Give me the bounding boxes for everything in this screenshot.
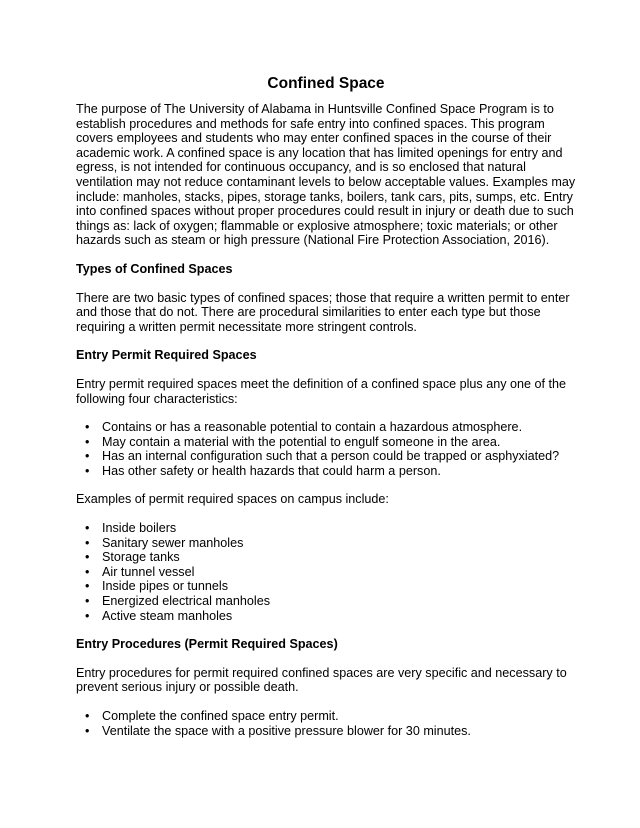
document-page [76, 75, 576, 752]
list-item: • Has an internal configuration such that a person could be trapped or asphyxiated? [76, 449, 576, 464]
permit-heading: Entry Permit Required Spaces [76, 348, 257, 363]
permit-paragraph: Entry permit required spaces meet the definition of a confined space plus any one of the following four characteristics: [76, 376, 567, 406]
examples-intro: Examples of permit required spaces on campus include: [76, 492, 389, 507]
list-item: • Has other safety or health hazards that could harm a person. [76, 464, 576, 479]
list-item: • Air tunnel vessel [76, 565, 576, 580]
list-item: • Inside boilers [76, 521, 576, 536]
procedures-heading: Entry Procedures (Permit Required Spaces) [76, 637, 338, 652]
list-item: • Contains or has a reasonable potential to contain a hazardous atmosphere. [76, 420, 576, 435]
characteristics-list [76, 420, 576, 478]
list-item: • Active steam manholes [76, 609, 576, 624]
examples-list [76, 521, 576, 623]
list-item: • Energized electrical manholes [76, 594, 576, 609]
procedures-list [76, 709, 576, 738]
list-item: • Inside pipes or tunnels [76, 579, 576, 594]
types-paragraph: There are two basic types of confined spaces; those that require a written permit to enter and those that do not. There are procedural similarities to enter each type but those requiring a written permit necessitate more stringent controls. [76, 290, 570, 334]
document-title: Confined Space [267, 75, 385, 92]
list-item: • Ventilate the space with a positive pressure blower for 30 minutes. [76, 724, 576, 739]
list-item: • May contain a material with the potential to engulf someone in the area. [76, 435, 576, 450]
list-item: • Complete the confined space entry permit. [76, 709, 576, 724]
types-heading: Types of Confined Spaces [76, 261, 233, 276]
procedures-paragraph: Entry procedures for permit required confined spaces are very specific and necessary to prevent serious injury or possible death. [76, 665, 567, 695]
list-item: • Sanitary sewer manholes [76, 536, 576, 551]
intro-paragraph: The purpose of The University of Alabama in Huntsville Confined Space Program is to establish procedures and methods for safe entry into confined spaces. This program covers employees and students who may enter confined spaces in the course of their academic work. A confined space is any location that has limited openings for entry and egress, is not intended for continuous occupancy, and is so enclosed that natural ventilation may not reduce contaminant levels to below acceptable values. Examples may include: manholes, stacks, pipes, storage tanks, boilers, tank cars, pits, sumps, etc. Entry into confined spaces without proper procedures could result in injury or death due to such things as: lack of oxygen; flammable or explosive atmosphere; toxic materials; or other hazards such as steam or high pressure (National Fire Protection Association, 2016). [76, 102, 576, 248]
list-item: • Storage tanks [76, 550, 576, 565]
